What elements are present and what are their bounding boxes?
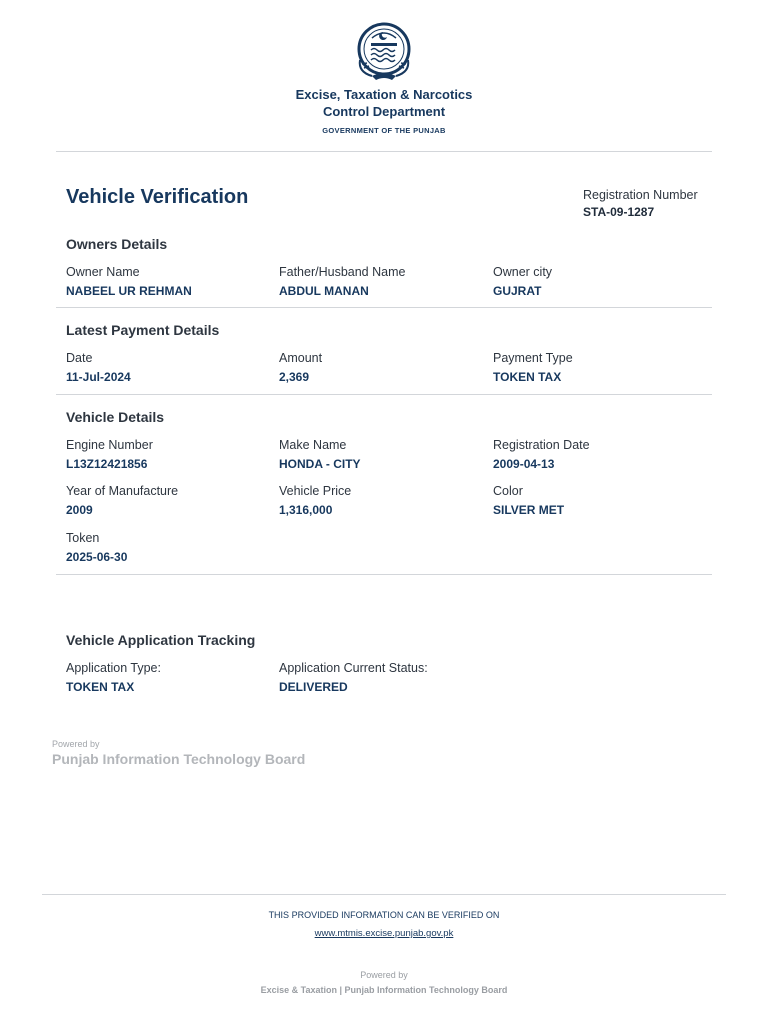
application-status-value: DELIVERED: [279, 680, 348, 694]
make-name-label: Make Name: [279, 438, 347, 452]
header-divider: [56, 151, 712, 152]
color-value: SILVER MET: [493, 503, 565, 517]
footer-powered-by-label: Powered by: [360, 970, 408, 980]
registration-date-value: 2009-04-13: [493, 457, 555, 471]
section-divider: [56, 394, 712, 395]
payment-amount-value: 2,369: [279, 370, 310, 384]
token-value: 2025-06-30: [66, 550, 128, 564]
department-name-line1: Excise, Taxation & Narcotics: [295, 87, 473, 102]
footer-divider: [42, 894, 726, 895]
payment-type-label: Payment Type: [493, 351, 573, 365]
application-type-value: TOKEN TAX: [66, 680, 135, 694]
application-status-label: Application Current Status:: [279, 661, 428, 675]
verify-text: THIS PROVIDED INFORMATION CAN BE VERIFIED ON: [268, 910, 500, 920]
department-name-line2: Control Department: [322, 104, 446, 119]
government-label: GOVERNMENT OF THE PUNJAB: [322, 126, 446, 135]
footer-powered-by-line: Excise & Taxation | Punjab Information Technology Board: [260, 985, 508, 995]
registration-number-label: Registration Number: [583, 188, 698, 202]
engine-number-label: Engine Number: [66, 438, 153, 452]
registration-date-label: Registration Date: [493, 438, 590, 452]
punjab-emblem-logo: [350, 22, 418, 82]
father-name-value: ABDUL MANAN: [279, 284, 369, 298]
application-tracking-heading: Vehicle Application Tracking: [66, 632, 256, 648]
section-divider: [56, 574, 712, 575]
owner-name-value: NABEEL UR REHMAN: [66, 284, 192, 298]
owner-name-label: Owner Name: [66, 265, 140, 279]
token-label: Token: [66, 531, 100, 545]
owners-details-heading: Owners Details: [66, 236, 168, 252]
section-divider: [56, 307, 712, 308]
vehicle-price-label: Vehicle Price: [279, 484, 352, 498]
page-title: Vehicle Verification: [66, 186, 249, 208]
year-of-manufacture-value: 2009: [66, 503, 93, 517]
powered-by-name: Punjab Information Technology Board: [52, 751, 306, 767]
vehicle-price-value: 1,316,000: [279, 503, 333, 517]
payment-amount-label: Amount: [279, 351, 323, 365]
vehicle-details-heading: Vehicle Details: [66, 409, 165, 425]
color-label: Color: [493, 484, 523, 498]
year-of-manufacture-label: Year of Manufacture: [66, 484, 179, 498]
father-name-label: Father/Husband Name: [279, 265, 406, 279]
payment-date-value: 11-Jul-2024: [66, 370, 131, 384]
payment-date-label: Date: [66, 351, 93, 365]
registration-number-value: STA-09-1287: [583, 205, 655, 219]
make-name-value: HONDA - CITY: [279, 457, 361, 471]
application-type-label: Application Type:: [66, 661, 161, 675]
verification-link[interactable]: www.mtmis.excise.punjab.gov.pk: [314, 928, 454, 939]
owner-city-label: Owner city: [493, 265, 553, 279]
owner-city-value: GUJRAT: [493, 284, 542, 298]
payment-details-heading: Latest Payment Details: [66, 322, 220, 338]
engine-number-value: L13Z12421856: [66, 457, 148, 471]
powered-by-label: Powered by: [52, 739, 100, 749]
payment-type-value: TOKEN TAX: [493, 370, 562, 384]
